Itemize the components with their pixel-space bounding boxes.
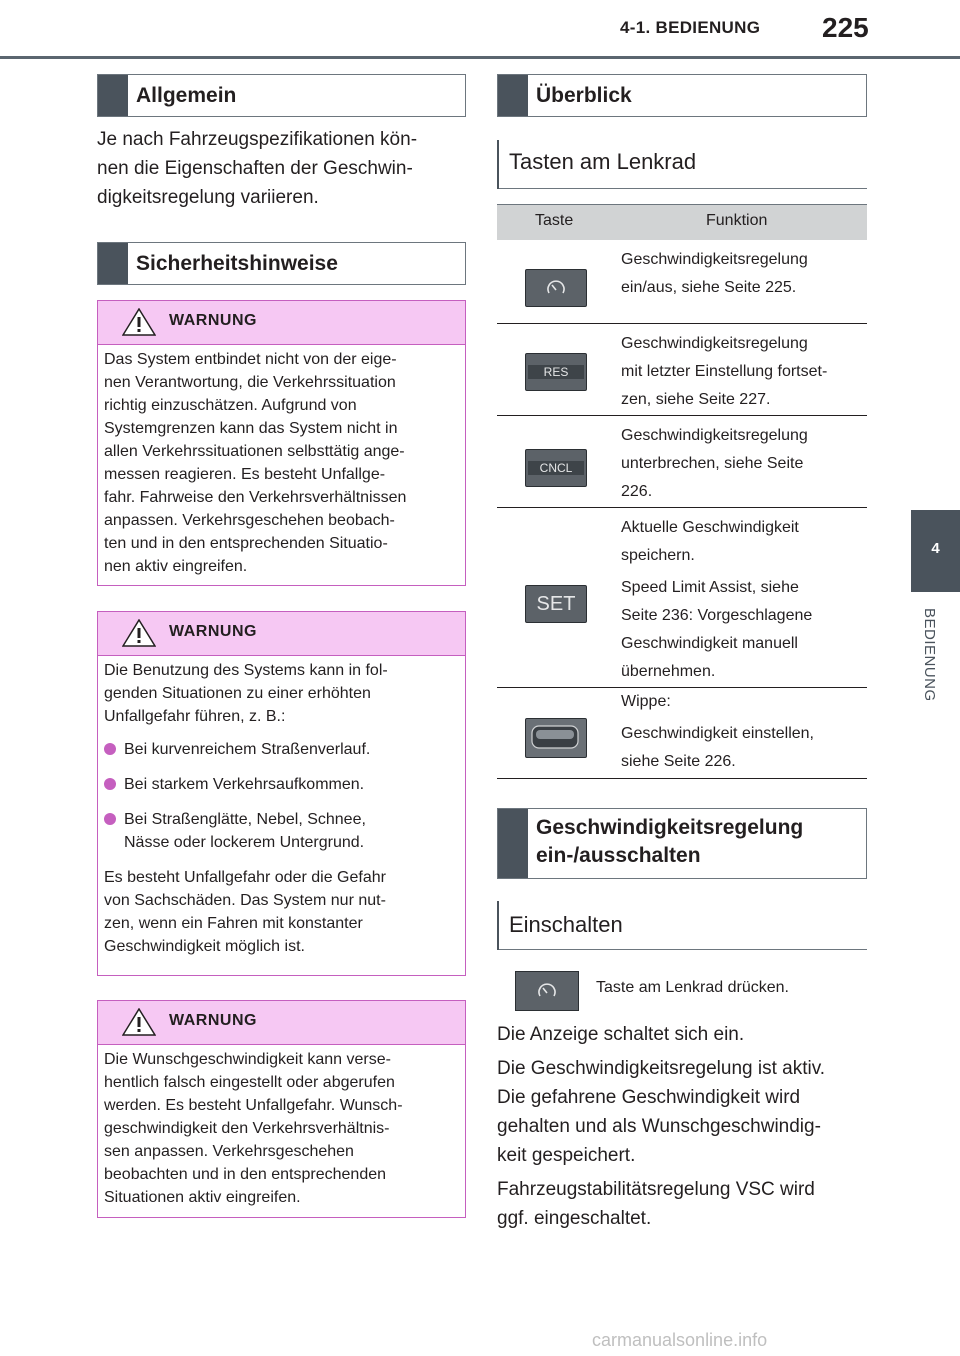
table-row <box>497 416 867 508</box>
warning-box-2 <box>97 611 466 976</box>
bullet-text <box>124 808 457 854</box>
set-button[interactable] <box>525 585 587 623</box>
text-line: Geschwindigkeitsregelung <box>621 251 808 268</box>
text-line: Wippe: <box>621 693 671 710</box>
warning-title: WARNUNG <box>169 312 257 329</box>
warning-box-3 <box>97 1000 466 1218</box>
res-button[interactable] <box>525 353 587 391</box>
text-line: von Sachschäden. Das System nur nut- <box>104 892 386 909</box>
text-line: Es besteht Unfallgefahr oder die Gefahr <box>104 869 386 886</box>
text-line: speichern. <box>621 547 695 564</box>
heading-sicherheitshinweise-text: Sicherheitshinweise <box>136 252 338 275</box>
subheading-einschalten-text: Einschalten <box>509 912 623 937</box>
text-line: Geschwindigkeitsregelung <box>621 335 808 352</box>
text-line: Die gefahrene Geschwindigkeit wird <box>497 1087 801 1108</box>
text-line: hentlich falsch eingestellt oder abgerufen <box>104 1074 395 1091</box>
text-line: Die Anzeige schaltet sich ein. <box>497 1024 745 1045</box>
text-line: Unfallgefahr führen, z. B.: <box>104 708 286 725</box>
warning-header <box>98 612 465 656</box>
function-cell <box>621 330 861 414</box>
function-cell <box>621 246 861 302</box>
page-number: 225 <box>822 12 869 43</box>
section-title: 4-1. BEDIENUNG <box>620 18 761 37</box>
function-paragraph <box>621 574 861 686</box>
bullet-dot-icon <box>104 743 116 755</box>
text-line: Je nach Fahrzeugspezifikationen kön- <box>97 129 418 150</box>
warning-body <box>104 1048 457 1209</box>
heading-sicherheitshinweise <box>97 242 466 285</box>
heading-bar <box>98 243 128 284</box>
heading-bar <box>98 75 128 116</box>
warning-body <box>104 348 457 578</box>
text-line: fahr. Fahrweise den Verkehrsverhältnissen <box>104 489 407 506</box>
cruise-control-icon <box>525 269 587 307</box>
function-paragraph <box>621 720 861 776</box>
text-line: richtig einzuschätzen. Aufgrund von <box>104 397 357 414</box>
text-line: nen Verantwortung, die Verkehrssituation <box>104 374 396 391</box>
subheading-underline <box>499 949 867 950</box>
text-line: Geschwindigkeit einstellen, <box>621 725 814 742</box>
text-line: keit gespeichert. <box>497 1145 636 1166</box>
subheading-tasten-text: Tasten am Lenkrad <box>509 149 697 174</box>
text-line: zen, wenn ein Fahren mit konstanter <box>104 915 363 932</box>
bullet-dot-icon <box>104 813 116 825</box>
warning-header <box>98 1001 465 1045</box>
subheading-underline <box>499 188 867 189</box>
text-line: ein/aus, siehe Seite 225. <box>621 279 797 296</box>
text-line: zen, siehe Seite 227. <box>621 391 771 408</box>
warning-header <box>98 301 465 345</box>
warning-triangle-icon <box>122 308 156 336</box>
column-header-taste: Taste <box>535 212 574 229</box>
heading-ueberblick-text: Überblick <box>536 84 632 107</box>
heading-gr-text <box>536 814 803 870</box>
text-line: ggf. eingeschaltet. <box>497 1208 652 1229</box>
warning-triangle-icon <box>122 619 156 647</box>
text-line: Die Wunschgeschwindigkeit kann verse- <box>104 1051 391 1068</box>
function-cell <box>621 422 861 506</box>
text-line: Seite 236: Vorgeschlagene <box>621 607 813 624</box>
cncl-button[interactable] <box>525 449 587 487</box>
text-line: beobachten und in den entsprechenden <box>104 1166 387 1183</box>
warning-title: WARNUNG <box>169 623 257 640</box>
chapter-label: BEDIENUNG <box>921 608 938 702</box>
heading-bar <box>498 809 528 878</box>
heading-bar <box>498 75 528 116</box>
heading-allgemein-text: Allgemein <box>136 84 237 107</box>
bullet-text: Bei kurvenreichem Straßenverlauf. <box>124 741 371 758</box>
cruise-control-button[interactable] <box>525 269 587 307</box>
text-line: allen Verkehrssituationen selbsttätig ange- <box>104 443 405 460</box>
warning-bullet <box>104 773 457 796</box>
warning-body <box>104 659 457 968</box>
einschalten-key-text: Taste am Lenkrad drücken. <box>596 979 789 996</box>
text-line: geschwindigkeit den Verkehrsverhältnis- <box>104 1120 390 1137</box>
text-line: Fahrzeugstabilitätsregelung VSC wird <box>497 1179 815 1200</box>
text-line: nen aktiv eingreifen. <box>104 558 248 575</box>
text-line: nen die Eigenschaften der Geschwin- <box>97 158 413 179</box>
text-line: messen reagieren. Es besteht Unfallge- <box>104 466 386 483</box>
function-paragraph <box>621 514 861 570</box>
text-line: Aktuelle Geschwindigkeit <box>621 519 799 536</box>
function-paragraph <box>621 688 861 716</box>
rocker-switch-icon <box>525 718 587 758</box>
allgemein-paragraph <box>97 125 467 212</box>
warning-bullet <box>104 738 457 761</box>
text-line: Situationen aktiv eingreifen. <box>104 1189 301 1206</box>
text-line: Die Geschwindigkeitsregelung ist aktiv. <box>497 1058 826 1079</box>
warning-triangle-icon <box>122 1008 156 1036</box>
subheading-tasten <box>497 140 867 189</box>
res-button-label: RES <box>543 365 569 379</box>
warning-box-1 <box>97 300 466 586</box>
heading-line: Geschwindigkeitsregelung <box>536 816 804 839</box>
column-header-funktion: Funktion <box>706 212 768 229</box>
text-line: Das System entbindet nicht von der eige- <box>104 351 397 368</box>
cruise-control-button-inline[interactable] <box>515 971 579 1011</box>
warning-outro <box>104 866 457 958</box>
function-cell <box>621 514 861 690</box>
text-line: werden. Es besteht Unfallgefahr. Wunsch- <box>104 1097 403 1114</box>
text-line: digkeitsregelung variieren. <box>97 187 319 208</box>
text-line: mit letzter Einstellung fortset- <box>621 363 828 380</box>
rocker-switch[interactable] <box>525 718 587 758</box>
text-line: Nässe oder lockerem Untergrund. <box>124 834 365 851</box>
heading-allgemein <box>97 74 466 117</box>
text-line: Geschwindigkeit möglich ist. <box>104 938 305 955</box>
text-line: Geschwindigkeitsregelung <box>621 427 808 444</box>
text-line: gehalten und als Wunschgeschwindig- <box>497 1116 821 1137</box>
table-row <box>497 508 867 688</box>
set-button-label: SET <box>536 593 576 615</box>
text-line: ten und in den entsprechenden Situatio- <box>104 535 388 552</box>
einschalten-paragraph <box>497 1020 867 1233</box>
chapter-number: 4 <box>931 540 940 557</box>
bullet-text: Bei starkem Verkehrsaufkommen. <box>124 776 365 793</box>
text-line: Die Benutzung des Systems kann in fol- <box>104 662 388 679</box>
warning-intro <box>104 659 457 728</box>
subheading-einschalten <box>497 901 867 950</box>
bullet-dot-icon <box>104 778 116 790</box>
function-cell <box>621 688 861 780</box>
text-line: Speed Limit Assist, siehe <box>621 579 799 596</box>
heading-geschwindigkeitsregelung <box>497 808 867 879</box>
text-line: sen anpassen. Verkehrsgeschehen <box>104 1143 354 1160</box>
text-line: übernehmen. <box>621 663 716 680</box>
cncl-button-label: CNCL <box>539 461 573 475</box>
text-line: 226. <box>621 483 653 500</box>
warning-bullet <box>104 808 457 854</box>
heading-ueberblick <box>497 74 867 117</box>
text-line: anpassen. Verkehrsgeschehen beobach- <box>104 512 395 529</box>
table-header <box>497 204 867 240</box>
table-row <box>497 240 867 324</box>
text-line: genden Situationen zu einer erhöhten <box>104 685 371 702</box>
watermark: carmanualsonline.info <box>592 1330 768 1350</box>
table-row <box>497 324 867 416</box>
heading-line: ein-/ausschalten <box>536 844 701 867</box>
cruise-control-icon <box>515 971 579 1011</box>
table-row <box>497 682 867 779</box>
warning-title: WARNUNG <box>169 1012 257 1029</box>
text-line: siehe Seite 226. <box>621 753 736 770</box>
text-line: Geschwindigkeit manuell <box>621 635 798 652</box>
text-line: unterbrechen, siehe Seite <box>621 455 804 472</box>
text-line: Bei Straßenglätte, Nebel, Schnee, <box>124 811 366 828</box>
text-line: Systemgrenzen kann das System nicht in <box>104 420 398 437</box>
header-divider <box>0 56 960 59</box>
